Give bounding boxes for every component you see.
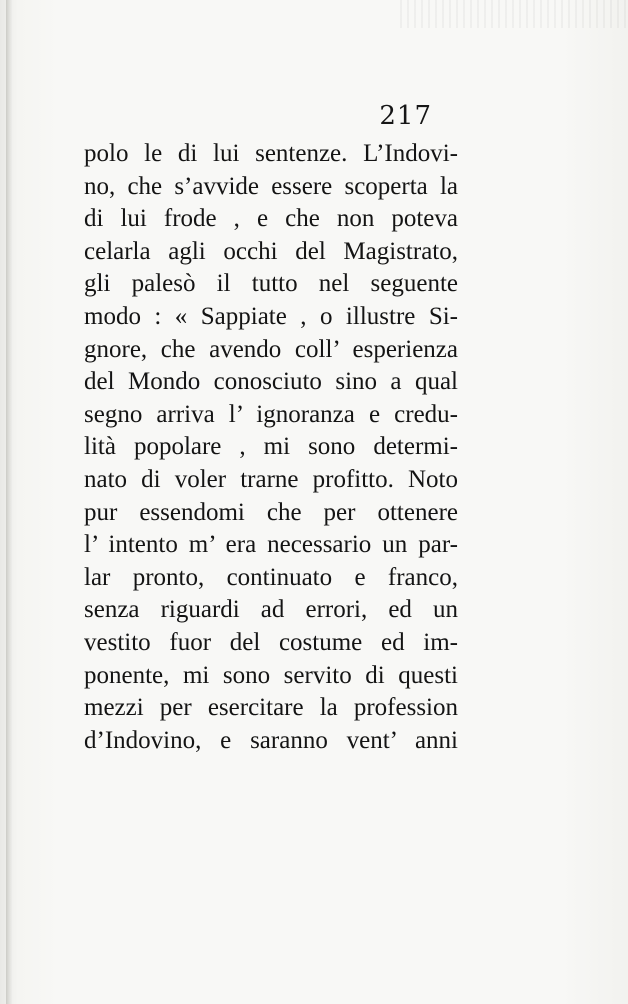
scan-noise: [400, 0, 628, 28]
text-line: gnore, che avendo coll’ esperienza: [84, 335, 458, 363]
text-line: lità popolare , mi sono determi-: [84, 433, 458, 461]
text-line: l’ intento m’ era necessario un par-: [84, 531, 458, 559]
text-line: segno arriva l’ ignoranza e credu-: [84, 400, 458, 428]
text-line: lar pronto, continuato e franco,: [84, 563, 458, 591]
text-line: d’Indovino, e saranno vent’ anni: [84, 726, 458, 754]
text-line: ponente, mi sono servito di questi: [84, 661, 458, 689]
text-line: nato di voler trarne profitto. Noto: [84, 465, 458, 493]
text-line: pur essendomi che per ottenere: [84, 498, 458, 526]
text-line: vestito fuor del costume ed im-: [84, 628, 458, 656]
text-line: no, che s’avvide essere scoperta la: [84, 172, 458, 200]
text-line: mezzi per esercitare la profession: [84, 694, 458, 722]
text-line: polo le di lui sentenze. L’Indovi-: [84, 140, 458, 167]
text-line: celarla agli occhi del Magistrato,: [84, 237, 458, 265]
body-text: [84, 138, 458, 757]
text-line: di lui frode , e che non poteva: [84, 205, 458, 233]
page-number: 217: [379, 101, 432, 131]
text-line: modo : « Sappiate , o illustre Si-: [84, 302, 458, 330]
text-line: senza riguardi ad errori, ed un: [84, 596, 458, 624]
text-line: del Mondo conosciuto sino a qual: [84, 368, 458, 396]
text-line: gli palesò il tutto nel seguente: [84, 270, 458, 298]
page-binding-edge: [6, 0, 12, 1004]
